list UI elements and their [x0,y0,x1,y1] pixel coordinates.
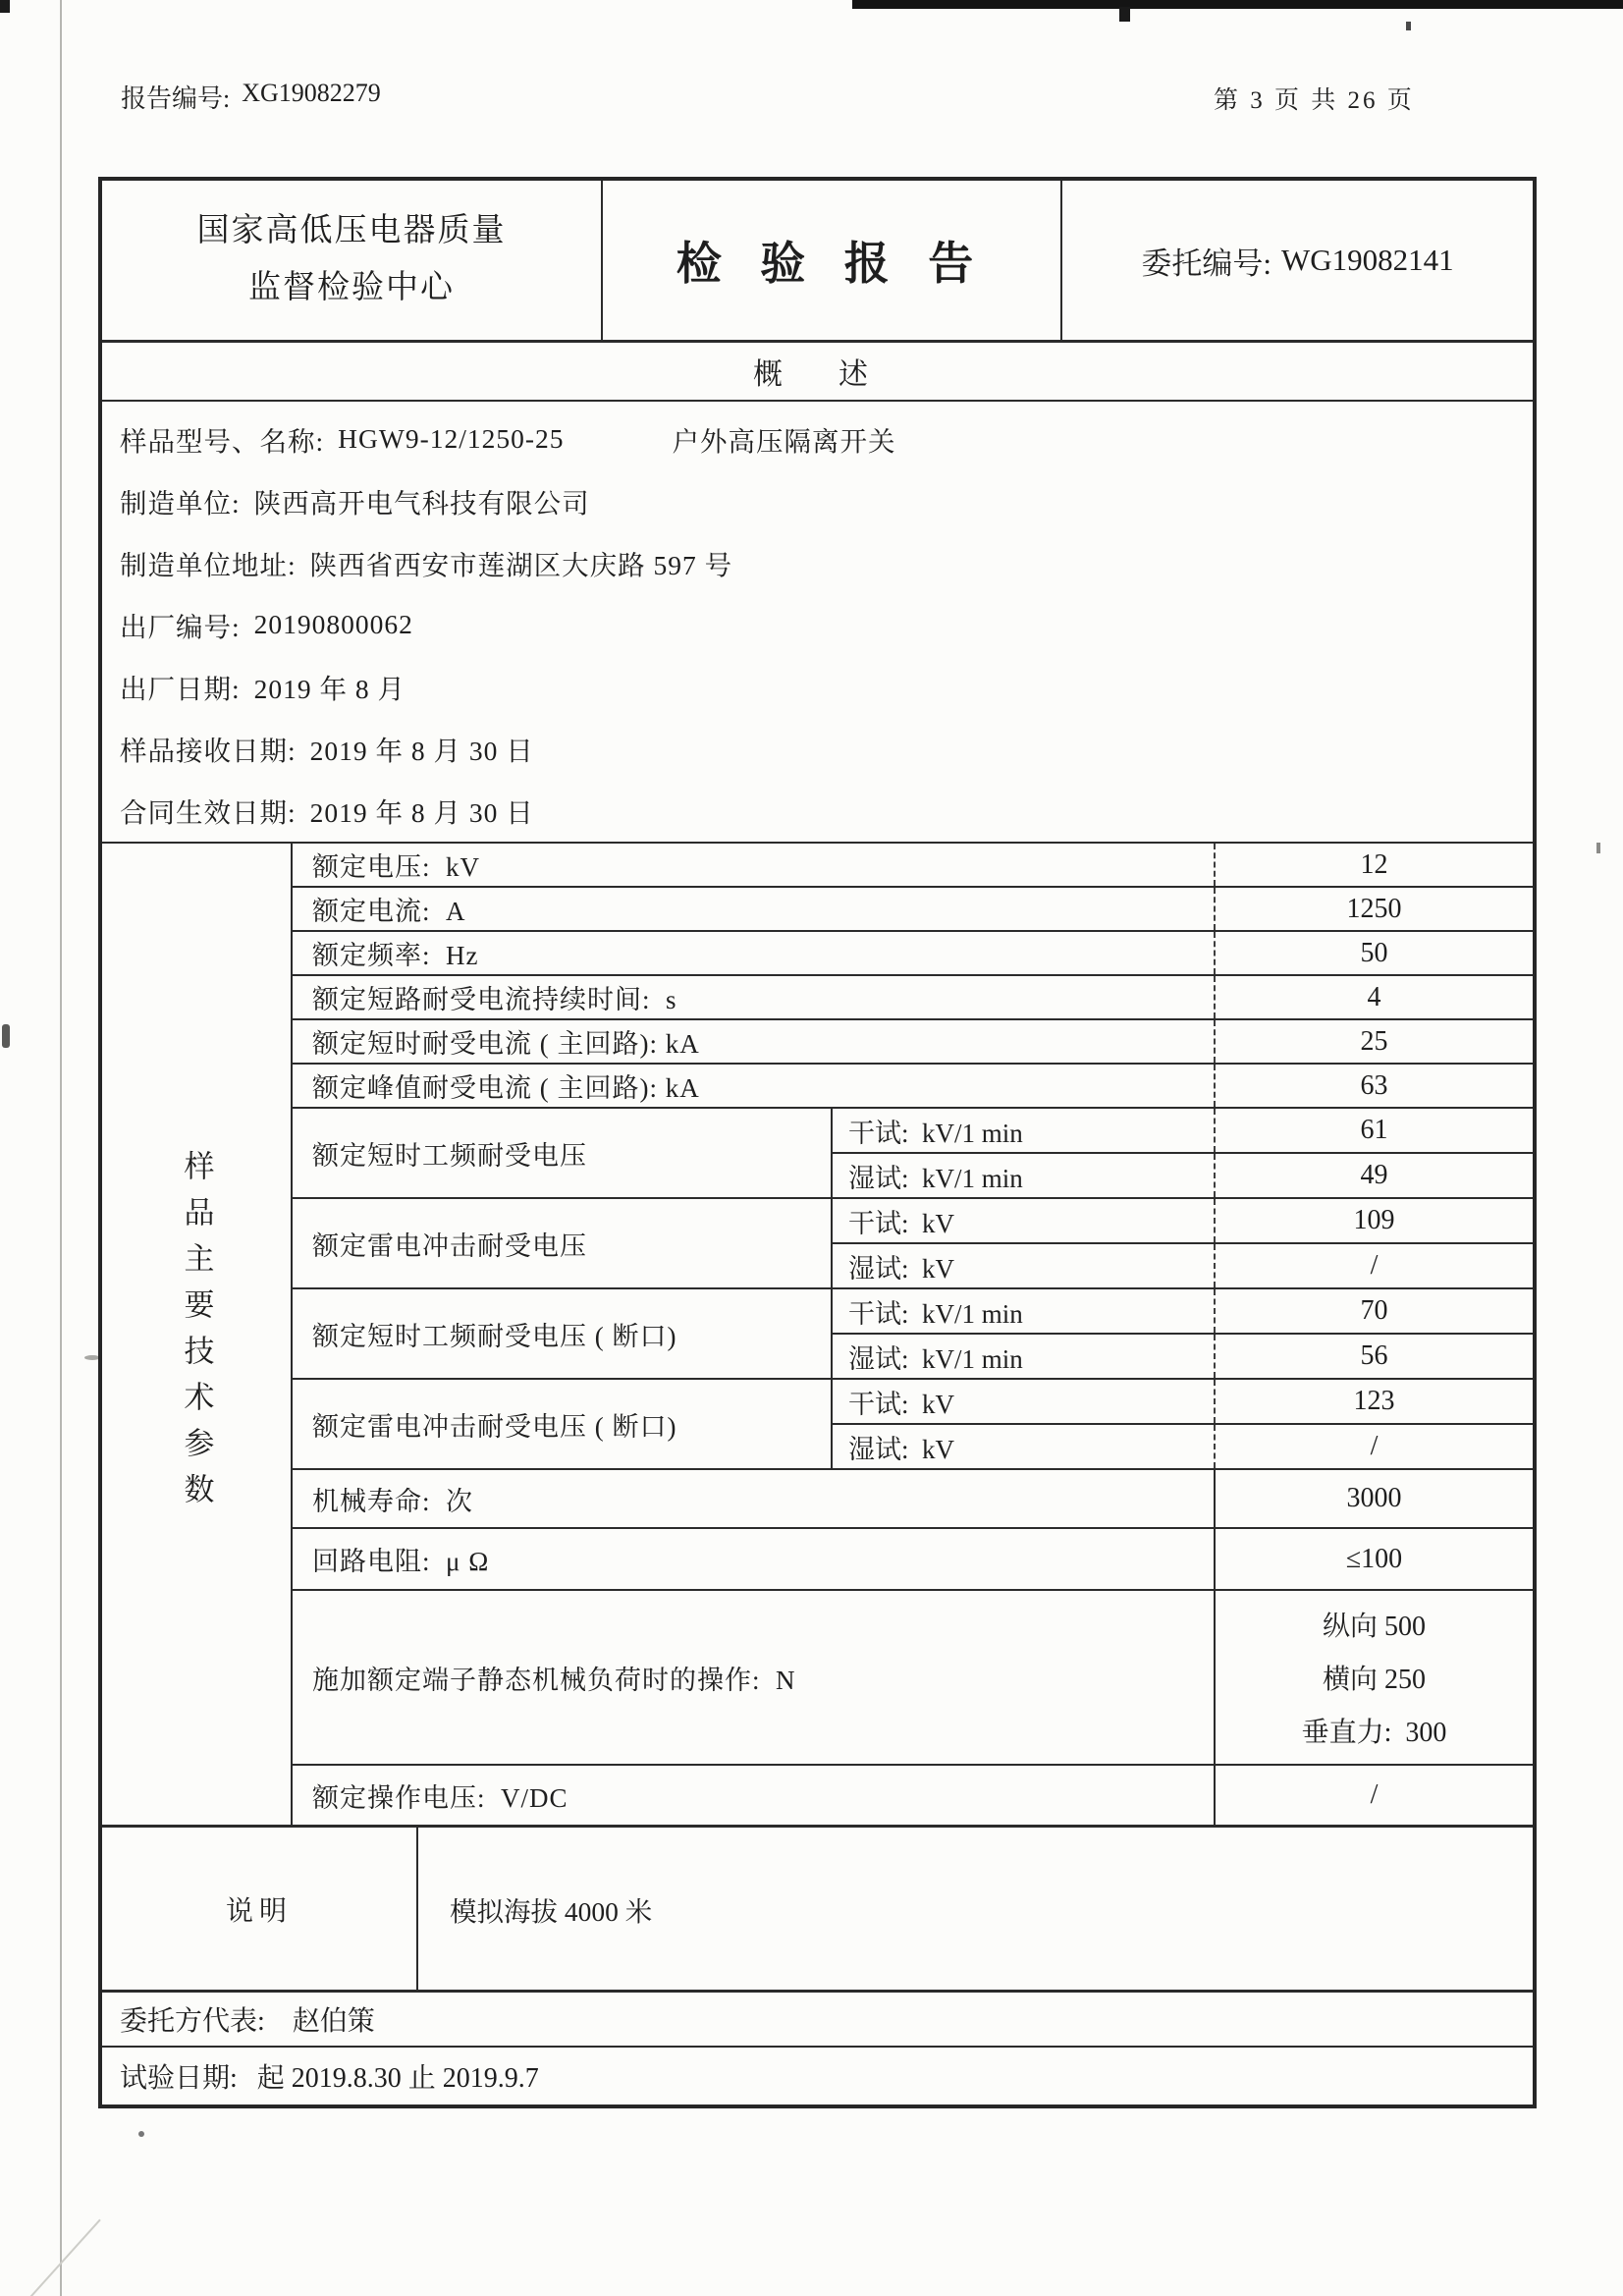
notes-label-cell [102,1828,418,1990]
param-load-longitudinal: 纵向 500 [1322,1612,1426,1642]
param-row-short-time-current [293,1020,1533,1065]
info-line-manufacturer-address [120,531,1513,593]
scan-artifact-corner-fold [24,2219,100,2296]
info-line-sample-model [120,408,1513,469]
param-subrow-wet [833,1425,1533,1468]
info-label: 制造单位地址: [120,549,297,580]
param-name: 机械寿命: 次 [312,1486,474,1516]
notes-value: 模拟海拔 4000 米 [450,1895,653,1927]
param-load-values [1214,1591,1533,1764]
param-value: 70 [1214,1289,1533,1333]
test-date-row [102,2046,1533,2105]
issuing-organization [102,181,603,340]
info-label: 合同生效日期: [120,796,297,828]
info-line-contract-effective-date [120,779,1513,841]
param-value: 50 [1214,932,1533,974]
param-sub-label: 干试: kV/1 min [848,1298,1023,1329]
param-value: 1250 [1214,888,1533,930]
info-label: 样品型号、名称: [120,425,325,457]
overview-section-title: 概 述 [753,358,882,391]
info-value: HGW9-12/1250-25 [338,422,565,454]
param-row-rated-voltage [293,844,1533,888]
param-group-subrows [833,1380,1533,1468]
param-name: 额定短时耐受电流 ( 主回路): kA [312,1029,700,1059]
param-group-subrows [833,1289,1533,1378]
param-load-vertical: 垂直力: 300 [1301,1718,1447,1748]
parameters-side-label: 样品主要技术参数 [179,1149,214,1519]
info-line-sample-received-date [120,717,1513,779]
scan-artifact-paper-edge [60,0,62,2296]
param-sub-label: 干试: kV [848,1389,954,1419]
overview-info-block [102,400,1533,842]
param-group-power-frequency-withstand [293,1109,1533,1199]
param-name: 额定短路耐受电流持续时间: s [312,985,677,1014]
param-group-name: 额定雷电冲击耐受电压 [293,1199,833,1287]
scan-artifact-speck [2,1024,10,1048]
param-value: 56 [1214,1335,1533,1378]
param-sub-label: 湿试: kV/1 min [848,1343,1023,1374]
notes-value-cell [418,1828,1533,1990]
param-subrow-dry [833,1199,1533,1244]
param-value: / [1214,1766,1533,1825]
param-group-subrows [833,1199,1533,1287]
param-value: 12 [1214,844,1533,886]
param-row-operating-voltage [293,1766,1533,1825]
param-row-peak-current [293,1065,1533,1109]
param-sub-label: 湿试: kV/1 min [848,1163,1023,1193]
info-line-manufacturer [120,469,1513,531]
scan-artifact-mark [1119,7,1130,22]
param-group-lightning-impulse-withstand [293,1199,1533,1289]
info-label: 样品接收日期: [120,735,297,766]
parameters-body [293,844,1533,1825]
param-sub-label: 干试: kV/1 min [848,1118,1023,1148]
info-value: 陕西高开电气科技有限公司 [253,487,590,519]
scan-artifact-speck [1596,843,1600,853]
param-row-loop-resistance [293,1529,1533,1591]
commission-number-label: 委托编号: [1141,246,1271,281]
param-row-short-circuit-duration [293,976,1533,1020]
param-row-rated-current [293,888,1533,932]
param-sub-label: 干试: kV [848,1208,954,1238]
param-value: 4 [1214,976,1533,1018]
info-line-factory-number [120,593,1513,655]
notes-label: 说明 [225,1895,293,1927]
info-value: 陕西省西安市莲湖区大庆路 597 号 [309,549,733,580]
param-value: 109 [1214,1199,1533,1242]
param-value: / [1214,1425,1533,1468]
organization-line1: 国家高低压电器质量 [196,213,507,249]
param-sub-label: 湿试: kV [848,1253,954,1284]
param-value: 49 [1214,1154,1533,1197]
param-row-static-terminal-load [293,1591,1533,1766]
param-value: 123 [1214,1380,1533,1423]
param-name: 额定频率: Hz [312,941,479,970]
param-name: 额定电压: kV [312,852,480,882]
commission-number-value: WG19082141 [1280,243,1454,277]
param-subrow-wet [833,1154,1533,1197]
param-name: 额定峰值耐受电流 ( 主回路): kA [312,1073,700,1103]
info-label: 制造单位: [120,487,241,519]
report-title: 检 验 报 告 [676,239,988,289]
param-value: / [1214,1244,1533,1287]
param-group-lightning-impulse-withstand-gap [293,1380,1533,1470]
technical-parameters-section [102,842,1533,1825]
param-name: 回路电阻: μ Ω [312,1547,490,1576]
info-label: 出厂日期: [120,673,241,704]
test-date-value: 起 2019.8.30 止 2019.9.7 [256,2063,539,2094]
info-label: 出厂编号: [120,611,241,642]
param-group-subrows [833,1109,1533,1197]
report-table [98,177,1537,2108]
notes-row [102,1825,1533,1990]
param-value: 63 [1214,1065,1533,1107]
report-number-value: XG19082279 [242,79,381,107]
client-representative-row [102,1990,1533,2046]
parameters-side-label-cell [102,844,293,1825]
info-value: 2019 年 8 月 30 日 [309,796,534,828]
info-value-2: 户外高压隔离开关 [672,425,896,457]
param-group-name: 额定短时工频耐受电压 ( 断口) [293,1289,833,1378]
info-value: 2019 年 8 月 30 日 [309,735,534,766]
param-group-power-frequency-withstand-gap [293,1289,1533,1380]
param-row-mechanical-life [293,1470,1533,1529]
organization-line2: 监督检验中心 [248,270,455,305]
param-group-name: 额定短时工频耐受电压 [293,1109,833,1197]
report-header-row [102,181,1533,340]
param-group-name: 额定雷电冲击耐受电压 ( 断口) [293,1380,833,1468]
page-number: 第 3 页 共 26 页 [1214,87,1415,114]
client-representative-label: 委托方代表: [120,2006,265,2037]
param-subrow-dry [833,1109,1533,1154]
scan-artifact-top-strip [852,0,1623,9]
test-date-label: 试验日期: [120,2063,238,2094]
param-value: 3000 [1214,1470,1533,1527]
scan-artifact-dot [1406,22,1411,30]
param-load-transverse: 横向 250 [1322,1665,1426,1695]
param-value: 61 [1214,1109,1533,1152]
commission-number-cell [1062,181,1533,340]
param-name: 额定电流: A [312,897,466,926]
info-line-manufacture-date [120,655,1513,717]
param-name: 施加额定端子静态机械负荷时的操作: N [312,1665,796,1695]
param-row-rated-frequency [293,932,1533,976]
param-subrow-wet [833,1244,1533,1287]
param-subrow-dry [833,1380,1533,1425]
report-number [121,79,381,115]
param-subrow-wet [833,1335,1533,1378]
scan-artifact-corner-nub [0,0,10,13]
info-value: 20190800062 [253,608,413,639]
client-representative-name: 赵伯策 [292,2006,375,2037]
param-value: 25 [1214,1020,1533,1063]
scan-artifact-speck [138,2131,144,2137]
param-value: ≤100 [1214,1529,1533,1589]
report-title-cell [603,181,1062,340]
info-value: 2019 年 8 月 [253,673,406,704]
param-subrow-dry [833,1289,1533,1335]
param-name: 额定操作电压: V/DC [312,1782,568,1813]
overview-section-title-cell [102,340,1533,400]
report-number-label: 报告编号: [121,84,231,113]
param-sub-label: 湿试: kV [848,1434,954,1464]
